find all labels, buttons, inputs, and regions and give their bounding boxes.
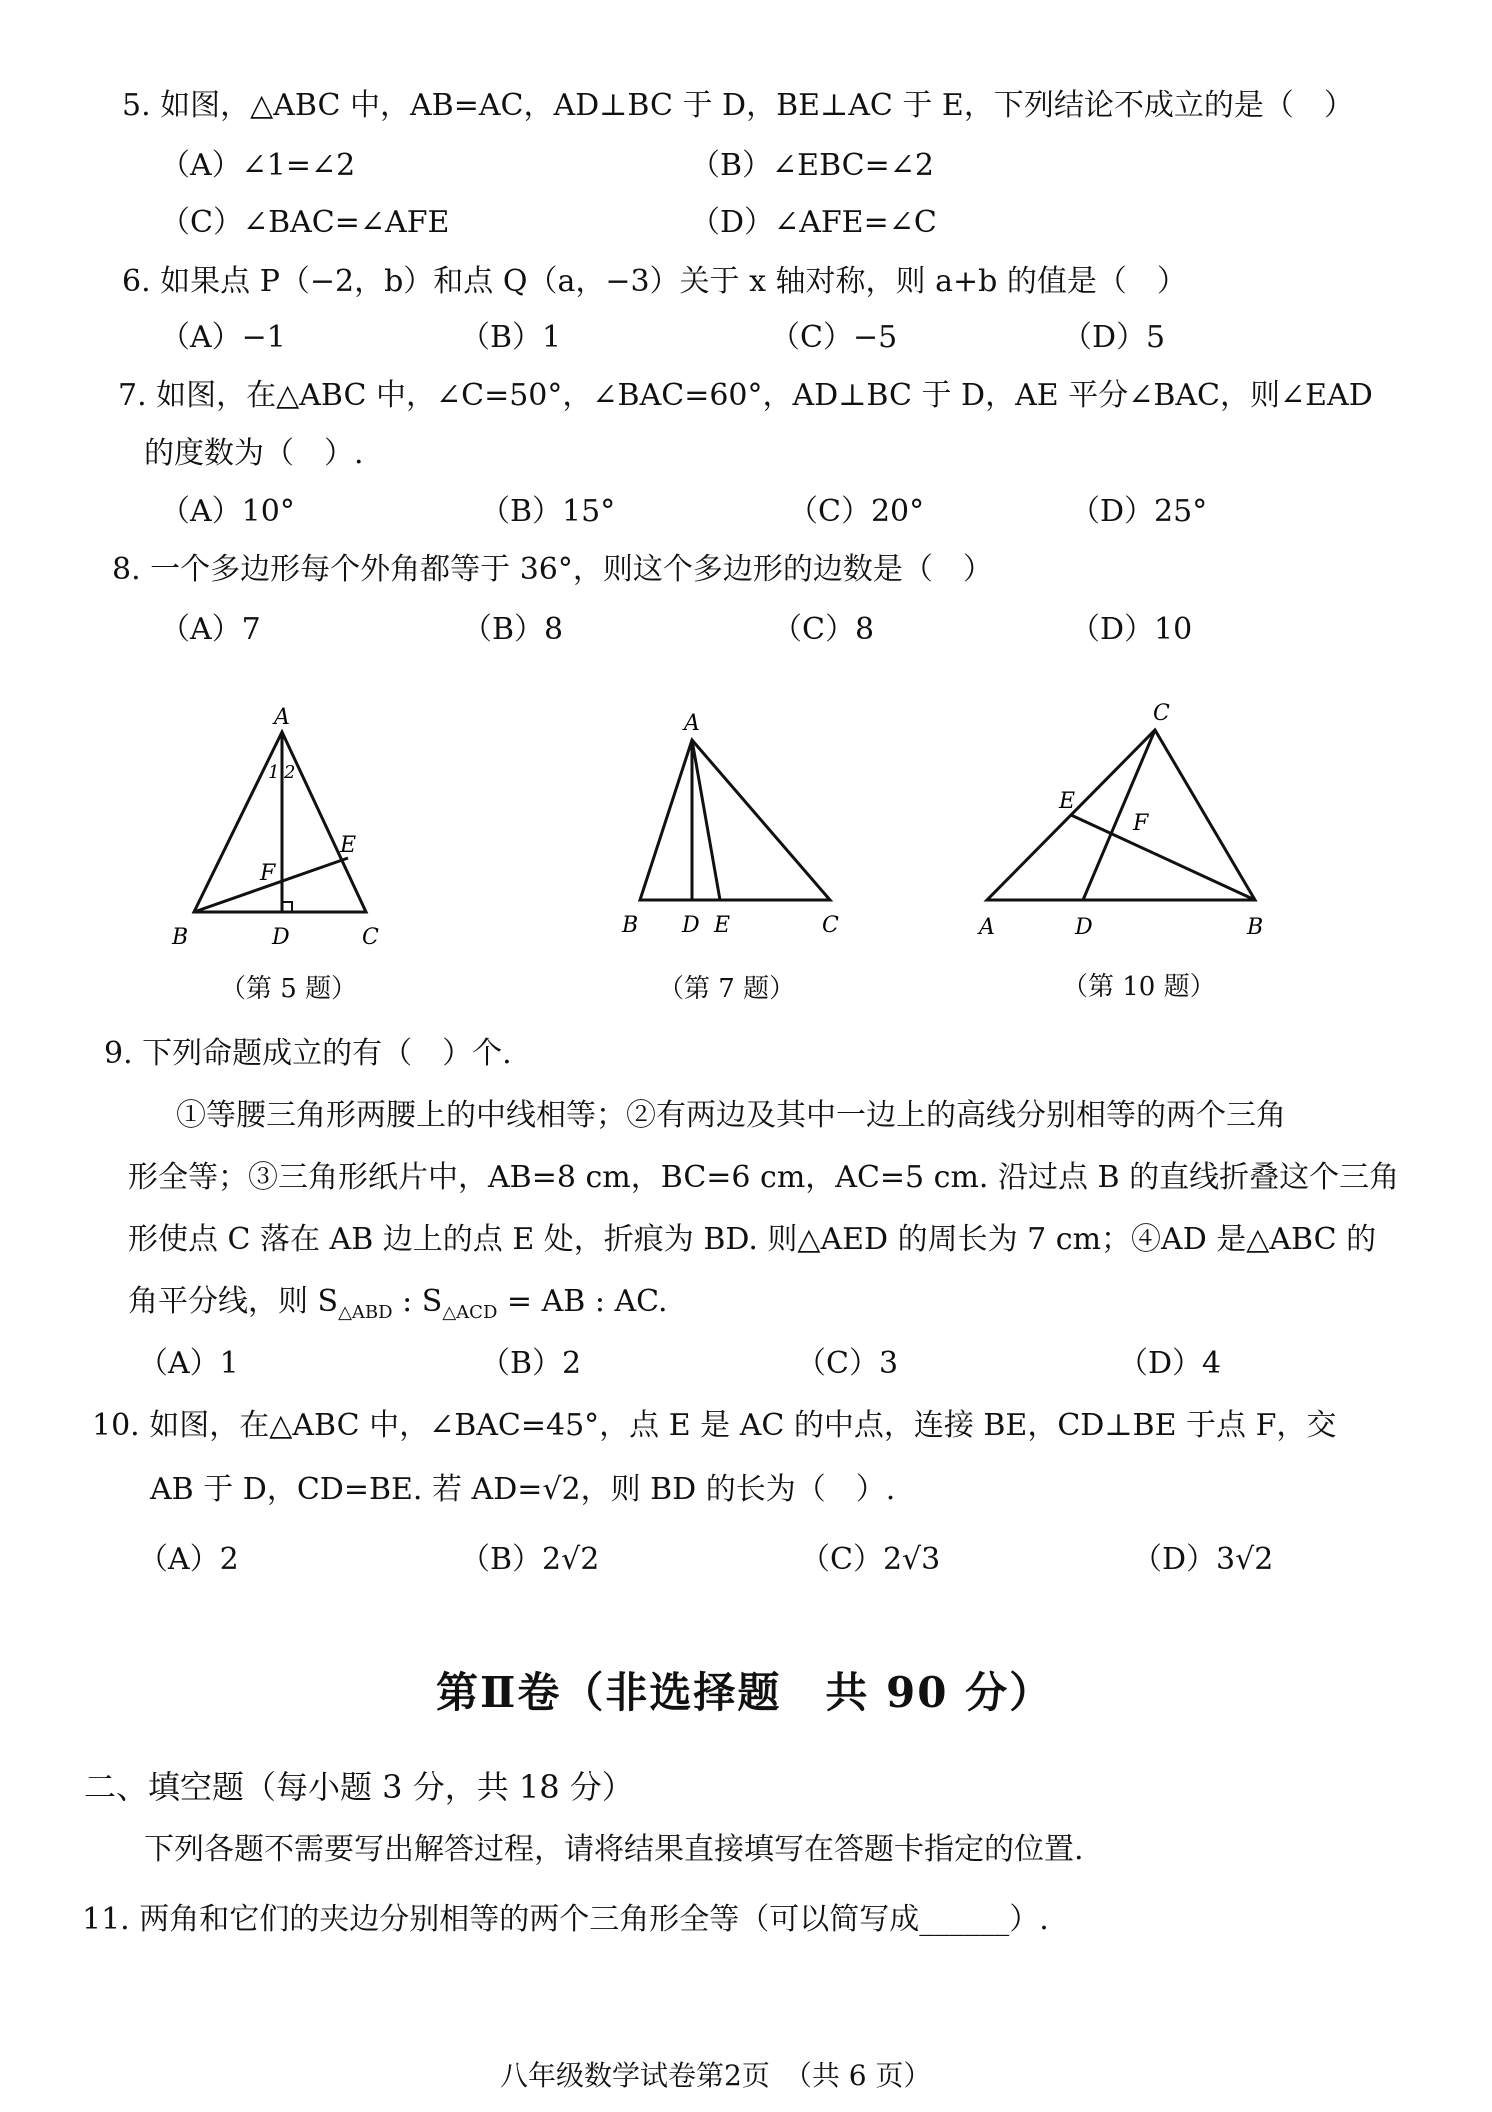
- q9-line4-mid: : S: [392, 1284, 443, 1319]
- fig10-caption: （第 10 题）: [1062, 972, 1216, 1002]
- fig10-segment-be: [1071, 815, 1255, 900]
- fig7-triangle-abc: [640, 740, 830, 900]
- q7-stem-line2: 的度数为（ ）.: [144, 436, 364, 471]
- q11-stem: 11. 两角和它们的夹边分别相等的两个三角形全等（可以简写成______）.: [82, 1902, 1049, 1937]
- q9-option-c: （C）3: [796, 1346, 899, 1381]
- fig7-label-e: E: [714, 913, 731, 938]
- q9-line4-sub-abd: △ABD: [338, 1302, 393, 1323]
- fill-blank-instruction: 下列各题不需要写出解答过程，请将结果直接填写在答题卡指定的位置.: [144, 1832, 1084, 1867]
- q6-option-d: （D）5: [1062, 320, 1166, 355]
- fig7-label-d: D: [682, 913, 700, 938]
- fig7-label-a: A: [684, 711, 700, 736]
- q7-option-d: （D）25°: [1070, 494, 1208, 529]
- q6-stem: 6. 如果点 P（−2，b）和点 Q（a，−3）关于 x 轴对称，则 a+b 的值是（ ）: [122, 264, 1187, 299]
- q9-option-b: （B）2: [480, 1346, 582, 1381]
- q9-statement-line4: [128, 1282, 668, 1333]
- q8-option-c: （C）8: [772, 612, 875, 647]
- fig5-label-b: B: [172, 925, 189, 950]
- q7-stem-line1: 7. 如图，在△ABC 中，∠C=50°，∠BAC=60°，AD⊥BC 于 D，AE 平分∠BAC，则∠EAD: [118, 378, 1373, 413]
- q9-option-a: （A）1: [138, 1346, 239, 1381]
- q9-statement-line2: 形全等；③三角形纸片中，AB=8 cm，BC=6 cm，AC=5 cm. 沿过点 B 的直线折叠这个三角: [128, 1160, 1400, 1195]
- fig10-label-c: C: [1153, 701, 1170, 726]
- fill-blank-section-heading: 二、填空题（每小题 3 分，共 18 分）: [84, 1768, 634, 1806]
- page-footer: 八年级数学试卷第2页 （共 6 页）: [500, 2059, 932, 2092]
- q9-line4-sub-acd: △ACD: [442, 1302, 498, 1323]
- q8-option-d: （D）10: [1070, 612, 1193, 647]
- fig10-label-f: F: [1133, 811, 1149, 836]
- fig5-caption: （第 5 题）: [220, 974, 358, 1004]
- q10-stem-line1: 10. 如图，在△ABC 中，∠BAC=45°，点 E 是 AC 的中点，连接 BE，CD⊥BE 于点 F，交: [92, 1408, 1337, 1443]
- q9-statement-line1: ①等腰三角形两腰上的中线相等；②有两边及其中一边上的高线分别相等的两个三角: [176, 1098, 1286, 1133]
- q8-option-a: （A）7: [160, 612, 261, 647]
- fig5-label-a: A: [274, 705, 290, 730]
- fig10-label-a: A: [979, 915, 995, 940]
- figure-q10: [975, 690, 1275, 940]
- figure-q7: [610, 700, 860, 940]
- fig10-triangle-abc: [987, 730, 1255, 900]
- q9-stem: 9. 下列命题成立的有（ ）个.: [104, 1036, 512, 1071]
- q5-stem: 5. 如图，△ABC 中，AB=AC，AD⊥BC 于 D，BE⊥AC 于 E，下列结论不成立的是（ ）: [122, 88, 1354, 123]
- q5-option-d: （D）∠AFE=∠C: [690, 205, 937, 240]
- q7-option-a: （A）10°: [160, 494, 295, 529]
- q10-stem-line2: AB 于 D，CD=BE. 若 AD=√2，则 BD 的长为（ ）.: [150, 1472, 896, 1507]
- q5-option-b: （B）∠EBC=∠2: [690, 148, 934, 183]
- q6-option-c: （C）−5: [770, 320, 898, 355]
- fig5-label-2: 2: [284, 762, 296, 783]
- q7-option-c: （C）20°: [788, 494, 925, 529]
- fig5-label-1: 1: [268, 762, 280, 783]
- q5-option-a: （A）∠1=∠2: [160, 148, 356, 183]
- q9-statement-line3: 形使点 C 落在 AB 边上的点 E 处，折痕为 BD. 则△AED 的周长为 7 cm；④AD 是△ABC 的: [128, 1222, 1377, 1257]
- figure-q5: [160, 700, 420, 960]
- part2-title: 第Ⅱ卷（非选择题 共 90 分）: [436, 1668, 1054, 1717]
- q8-stem: 8. 一个多边形每个外角都等于 36°，则这个多边形的边数是（ ）: [112, 552, 993, 587]
- q10-option-b: （B）2√2: [460, 1542, 600, 1577]
- fig10-label-e: E: [1059, 789, 1076, 814]
- q6-option-a: （A）−1: [160, 320, 286, 355]
- fig7-label-c: C: [822, 913, 839, 938]
- fig5-label-e: E: [340, 833, 357, 858]
- fig5-label-f: F: [260, 861, 276, 886]
- fig7-bisector-ae: [692, 740, 720, 900]
- q6-option-b: （B）1: [460, 320, 562, 355]
- q8-option-b: （B）8: [462, 612, 564, 647]
- fig7-label-b: B: [622, 913, 639, 938]
- fig10-label-d: D: [1075, 915, 1093, 940]
- fig7-caption: （第 7 题）: [658, 974, 796, 1004]
- q10-option-c: （C）2√3: [800, 1542, 941, 1577]
- q9-line4-suffix: = AB : AC.: [497, 1284, 668, 1319]
- q7-option-b: （B）15°: [480, 494, 616, 529]
- fig5-label-c: C: [362, 925, 379, 950]
- q5-option-c: （C）∠BAC=∠AFE: [160, 205, 450, 240]
- fig5-label-d: D: [272, 925, 290, 950]
- fig10-label-b: B: [1247, 915, 1264, 940]
- q9-line4-prefix: 角平分线，则 S: [128, 1284, 339, 1319]
- q10-option-d: （D）3√2: [1132, 1542, 1274, 1577]
- q10-option-a: （A）2: [138, 1542, 239, 1577]
- fig5-triangle-abc: [194, 732, 366, 912]
- q9-option-d: （D）4: [1118, 1346, 1222, 1381]
